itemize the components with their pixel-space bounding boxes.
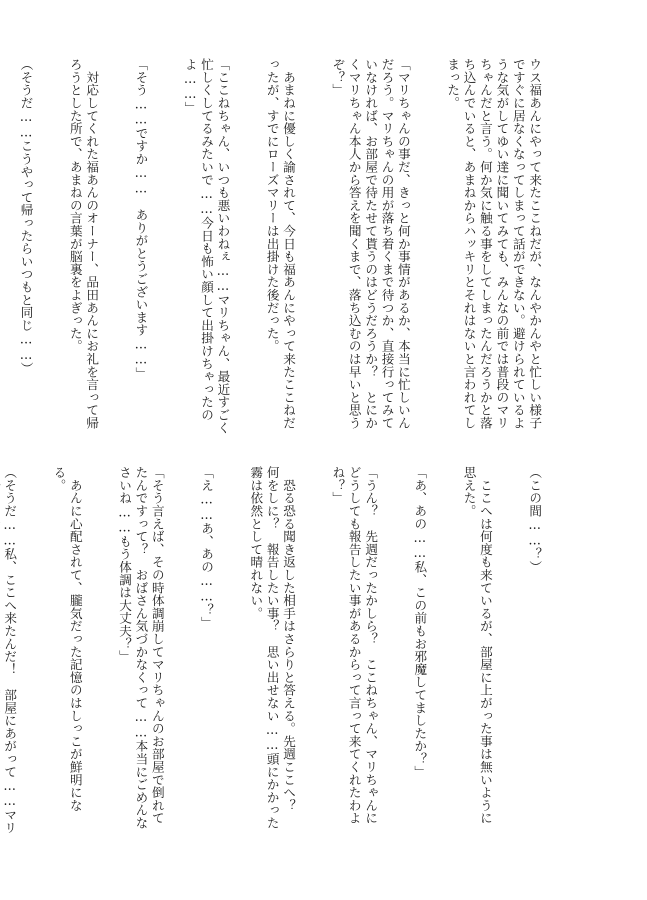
paragraph: 「そう言えば、その時体調崩してマリちゃんのお部屋で倒れてたんですって？ おばさん気づかなくって……本当にごめんなさいね……もう体調は大丈夫？」 — [117, 466, 165, 830]
paragraph: あまねに優しく諭されて、今日も福あんにやって来たここねだったが、すでにローズマリーは出掛けた後だった。 — [264, 58, 297, 430]
paragraph: （そうだ……こうやって帰ったらいつもと同じ……） — [18, 58, 34, 375]
paragraph: 恐る恐る聞き返した相手はさらりと答える。先週ここへ？ 何をしに？ 報告したい事？ 思い出せない……頭にかかった霧は依然として晴れない。 — [248, 466, 297, 830]
text-block-top — [18, 58, 575, 440]
paragraph: （この間……？） — [527, 466, 543, 574]
paragraph: （そうだ……私、ここへ来たんだ！ 部屋にあがって……マリ — [2, 466, 18, 834]
paragraph: 「あ、あの……私、この前もお邪魔してましたか？」 — [412, 466, 428, 778]
paragraph: 「マリちゃんの事だ、きっと何か事情があるか、本当に忙しいんだろう。マリちゃんの用が落ち着くまで待つか、直接行ってみていなければ、お部屋で待たせて貰うのはどうだろうか？ とにかくマリちゃん本人から答えを聞くまで、落ち込むのは早いと思うぞ？」 — [330, 58, 411, 430]
paragraph: 「うん？ 先週だったかしら？ ここねちゃん、マリちゃんにどうしても報告したい事があるからって言って来てくれたわよね？」 — [330, 466, 379, 825]
paragraph: 「そう……ですか…… ありがとうございます……」 — [133, 58, 149, 380]
paragraph: ここへは何度も来ているが、部屋に上がった事は無いように思えた。 — [461, 466, 493, 825]
paragraph: 対応してくれた福あんのオーナー、品田あんにお礼を言って帰ろうとした所で、あまねの言葉が脳裏をよぎった。 — [67, 58, 100, 430]
text-block-bottom — [2, 466, 575, 836]
paragraph: 「ここねちゃん、いつも悪いわねぇ……マリちゃん、最近すごく忙しくしてるみたいで……今日も怖い顔して出掛けちゃったのよ……」 — [182, 58, 231, 434]
paragraph: あんに心配されて、朧気だった記憶のはしっこが鮮明になる。 — [51, 466, 83, 812]
paragraph: 「え……あ、あの……？」 — [199, 466, 215, 630]
paragraph: ウス福あんにやって来たここねだが、なんやかんやと忙しい様子ですぐに居なくなってしまって話ができない。避けられているような気がしてゆい達に聞いてみても、みんなの前では普段のマリちゃんだと言う。何か気に触る事をしてしまったんだろうかと落ち込んでいると、あまねからハッキリとそれはないと言われてしまった。 — [445, 58, 543, 430]
